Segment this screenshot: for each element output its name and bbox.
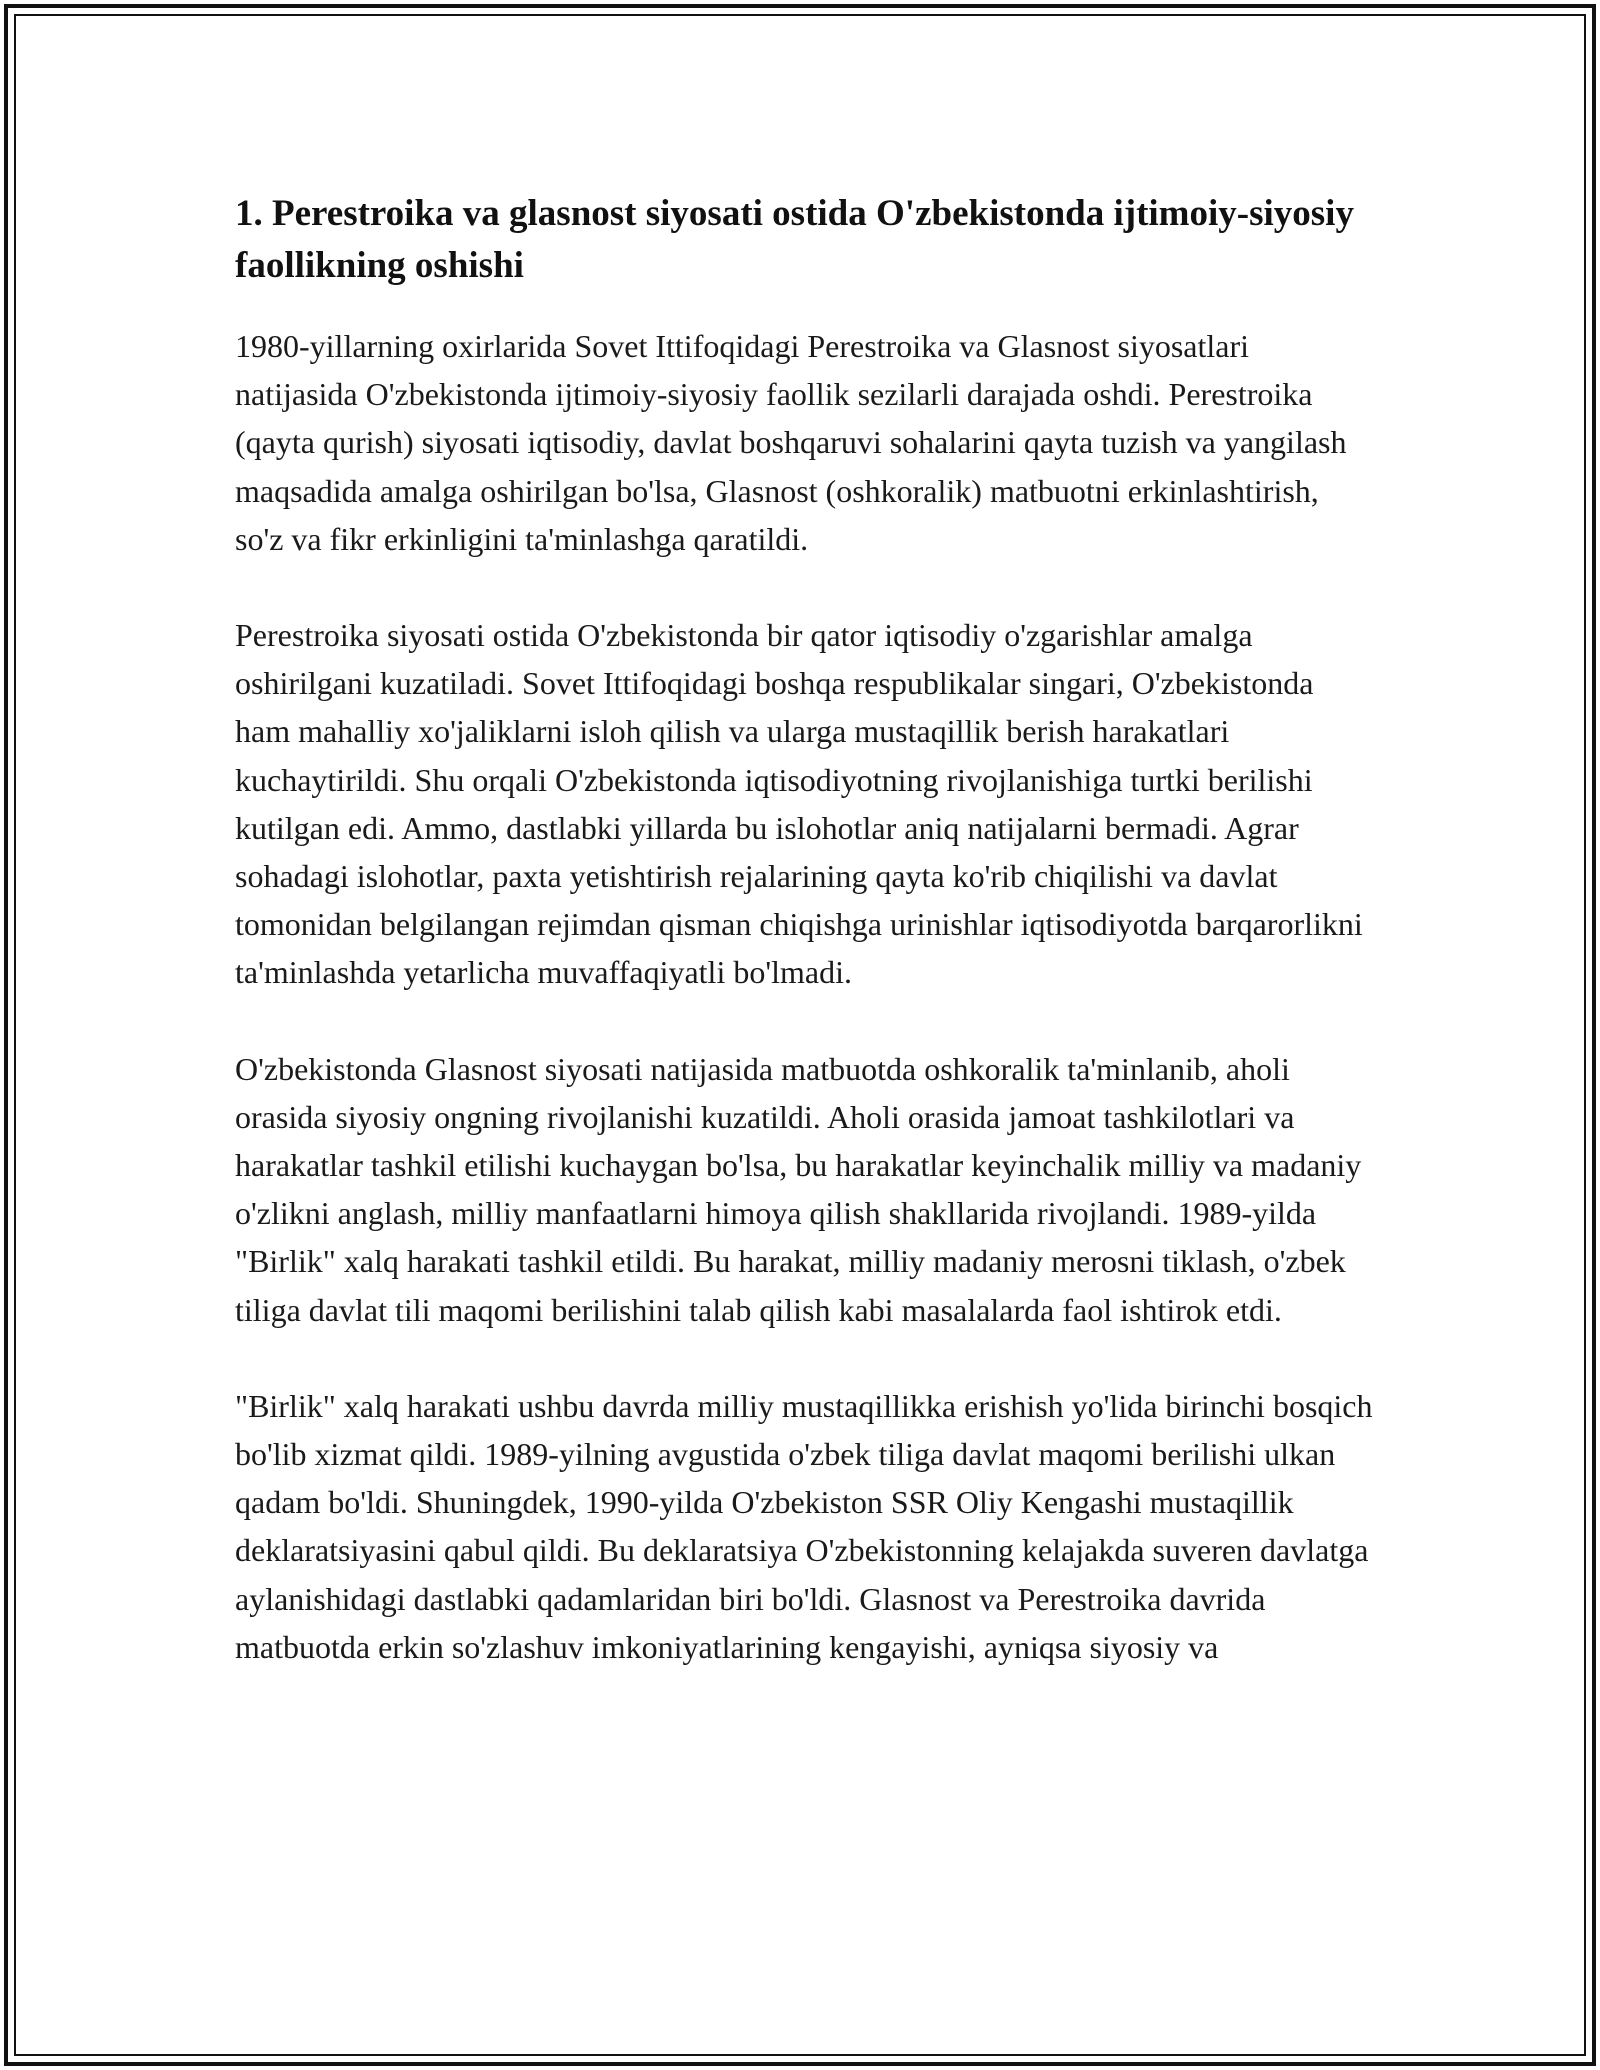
page-title: 1. Perestroika va glasnost siyosati ostida O'zbekistonda ijtimoiy-siyosiy faollikning oshishi xyxy=(235,193,1354,286)
paragraph-2: Perestroika siyosati ostida O'zbekistonda bir qator iqtisodiy o'zgarishlar amalga oshirilgani kuzatiladi. Sovet Ittifoqidagi boshqa respublikalar singari, O'zbekistonda ham mahalliy xo'jaliklarni isloh qilish va ularga mustaqillik berish harakatlari kuchaytirildi. Shu orqali O'zbekistonda iqtisodiyotning rivojlanishiga turtki berilishi kutilgan edi. Ammo, dastlabki yillarda bu islohotlar aniq natijalarni bermadi. Agrar sohadagi islohotlar, paxta yetishtirish rejalarining qayta ko'rib chiqilishi va davlat tomonidan belgilangan rejimdan qisman chiqishga urinishlar iqtisodiyotda barqarorlikni ta'minlashda yetarlicha muvaffaqiyatli bo'lmadi. xyxy=(235,617,1363,991)
paragraph-3: O'zbekistonda Glasnost siyosati natijasida matbuotda oshkoralik ta'minlanib, aholi orasida siyosiy ongning rivojlanishi kuzatildi. Aholi orasida jamoat tashkilotlari va harakatlar tashkil etilishi kuchaygan bo'lsa, bu harakatlar keyinchalik milliy va madaniy o'zlikni anglash, milliy manfaatlarni himoya qilish shakllarida rivojlandi. 1989-yilda "Birlik" xalq harakati tashkil etildi. Bu harakat, milliy madaniy merosni tiklash, o'zbek tiliga davlat tili maqomi berilishini talab qilish kabi masalalarda faol ishtirok etdi. xyxy=(235,1050,1362,1328)
paragraph-4: "Birlik" xalq harakati ushbu davrda milliy mustaqillikka erishish yo'lida birinchi bosqich bo'lib xizmat qildi. 1989-yilning avgustida o'zbek tiliga davlat maqomi berilishi ulkan qadam bo'ldi. Shuningdek, 1990-yilda O'zbekiston SSR Oliy Kengashi mustaqillik deklaratsiyasini qabul qildi. Bu deklaratsiya O'zbekistonning kelajakda suveren davlatga aylanishidagi dastlabki qadamlaridan biri bo'ldi. Glasnost va Perestroika davrida matbuotda erkin so'zlashuv imkoniyatlarining kengayishi, ayniqsa siyosiy va xyxy=(235,1387,1373,1665)
document-body xyxy=(235,188,1375,1719)
paragraph-1: 1980-yillarning oxirlarida Sovet Ittifoqidagi Perestroika va Glasnost siyosatlari natijasida O'zbekistonda ijtimoiy-siyosiy faollik sezilarli darajada oshdi. Perestroika (qayta qurish) siyosati iqtisodiy, davlat boshqaruvi sohalarini qayta tuzish va yangilash maqsadida amalga oshirilgan bo'lsa, Glasnost (oshkoralik) matbuotni erkinlashtirish, so'z va fikr erkinligini ta'minlashga qaratildi. xyxy=(235,328,1347,557)
